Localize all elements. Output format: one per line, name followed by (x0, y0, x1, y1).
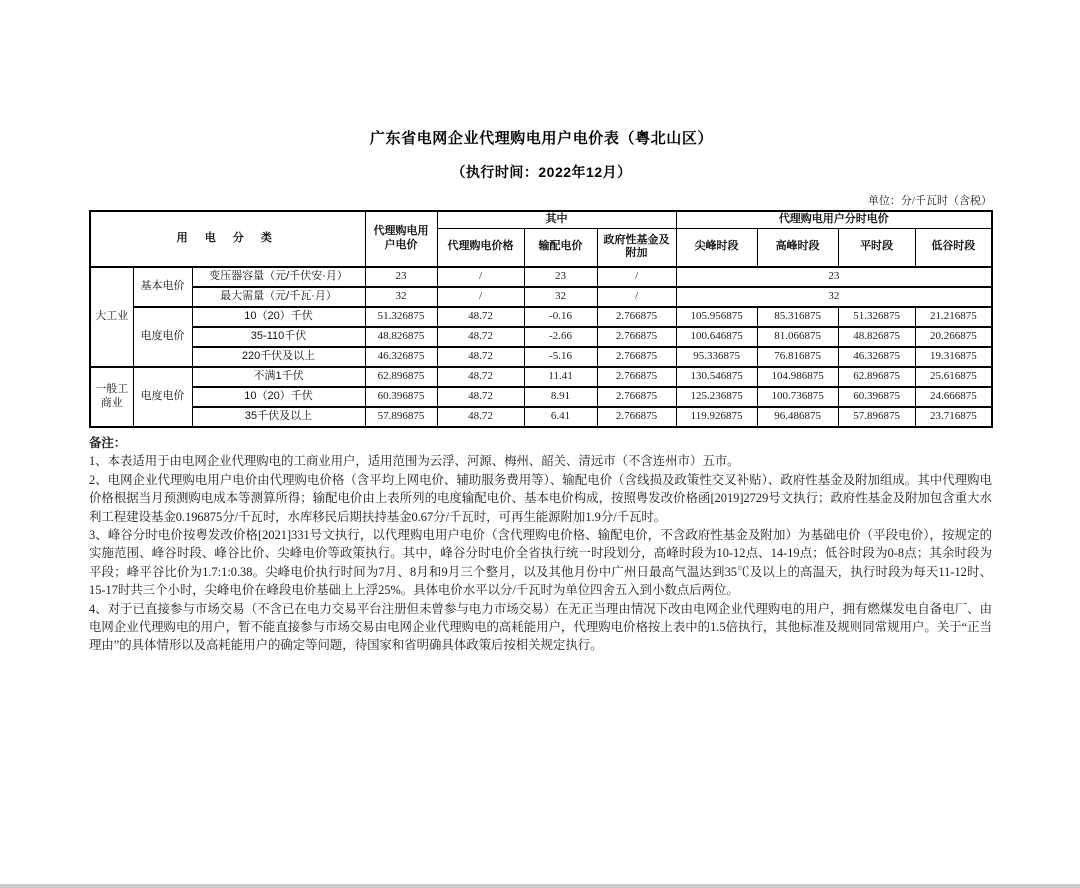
cell-total: 51.326875 (365, 307, 437, 327)
group-energy-price: 电度电价 (133, 307, 192, 367)
header-valley-period: 低谷时段 (915, 228, 992, 267)
row-label: 最大需量（元/千瓦·月） (192, 287, 365, 307)
cell-agent: 48.72 (437, 367, 524, 387)
header-agent-price: 代理购电价格 (437, 228, 524, 267)
cell-trans: 32 (524, 287, 597, 307)
cell-peak: 104.986875 (757, 367, 838, 387)
notes-section (89, 434, 992, 655)
cell-fund: / (597, 267, 676, 287)
cell-peak: 96.486875 (757, 407, 838, 427)
cell-trans: 23 (524, 267, 597, 287)
cell-trans: 6.41 (524, 407, 597, 427)
unit-label: 单位：分/千瓦时（含税） (867, 195, 992, 207)
table-row (90, 267, 992, 287)
cell-flat: 62.896875 (838, 367, 915, 387)
document-page (0, 127, 1080, 888)
cell-trans: 11.41 (524, 367, 597, 387)
cell-sharp: 100.646875 (676, 327, 757, 347)
note-item-3: 3、峰谷分时电价按粤发改价格[2021]331号文执行，以代理购电用户电价（含代理购电价格、输配电价，不含政府性基金及附加）为基础电价（平段电价），按规定的实施范围、峰谷时段、峰谷比价、尖峰电价等政策执行。其中，峰谷分时电价全省执行统一时段划分，高峰时段为10-12点、14-19点；低谷时段为0-8点；其余时段为平段；峰平谷比价为1.7:1:0.38。尖峰电价执行时间为7月、8月和9月三个整月，以及其他月份中广州日最高气温达到35℃及以上的高温天，执行时段为每天11-12时、15-17时共三个小时，尖峰电价在峰段电价基础上上浮25%。具体电价水平以分/千瓦时为单位四舍五入到小数点后两位。 (89, 528, 992, 598)
cell-sharp: 105.956875 (676, 307, 757, 327)
header-sharp-period: 尖峰时段 (676, 228, 757, 267)
header-transmission-price: 输配电价 (524, 228, 597, 267)
cell-valley: 19.316875 (915, 347, 992, 367)
table-row (90, 307, 992, 327)
cell-agent: / (437, 267, 524, 287)
cell-tou-merged: 32 (676, 287, 992, 307)
document-content (0, 127, 994, 655)
cell-agent: / (437, 287, 524, 307)
cell-fund: 2.766875 (597, 307, 676, 327)
header-classification: 用 电 分 类 (90, 211, 365, 267)
cell-total: 57.896875 (365, 407, 437, 427)
cell-total: 48.826875 (365, 327, 437, 347)
table-row (90, 387, 992, 407)
header-peak-period: 高峰时段 (757, 228, 838, 267)
table-row (90, 367, 992, 387)
cell-valley: 24.666875 (915, 387, 992, 407)
notes-label: 备注： (89, 436, 127, 450)
cell-peak: 85.316875 (757, 307, 838, 327)
cell-flat: 60.396875 (838, 387, 915, 407)
cell-flat: 46.326875 (838, 347, 915, 367)
table-row (90, 287, 992, 307)
cell-tou-merged: 23 (676, 267, 992, 287)
cell-fund: 2.766875 (597, 387, 676, 407)
header-gov-fund: 政府性基金及附加 (597, 228, 676, 267)
cell-total: 23 (365, 267, 437, 287)
cell-agent: 48.72 (437, 347, 524, 367)
cell-peak: 100.736875 (757, 387, 838, 407)
header-among: 其中 (437, 211, 676, 228)
row-label: 35千伏及以上 (192, 407, 365, 427)
cell-trans: 8.91 (524, 387, 597, 407)
cell-peak: 81.066875 (757, 327, 838, 347)
cell-flat: 48.826875 (838, 327, 915, 347)
cell-valley: 23.716875 (915, 407, 992, 427)
cell-trans: -2.66 (524, 327, 597, 347)
cell-total: 32 (365, 287, 437, 307)
note-item-1: 1、本表适用于由电网企业代理购电的工商业用户，适用范围为云浮、河源、梅州、韶关、清远市（不含连州市）五市。 (89, 454, 740, 469)
cell-fund: 2.766875 (597, 367, 676, 387)
table-row (90, 347, 992, 367)
header-tou-title: 代理购电用户分时电价 (676, 211, 992, 228)
cell-trans: -0.16 (524, 307, 597, 327)
cell-fund: 2.766875 (597, 407, 676, 427)
cell-agent: 48.72 (437, 387, 524, 407)
cell-fund: 2.766875 (597, 347, 676, 367)
table-row (90, 407, 992, 427)
price-table (89, 210, 993, 428)
table-row (90, 327, 992, 347)
cell-agent: 48.72 (437, 307, 524, 327)
row-label: 不满1千伏 (192, 367, 365, 387)
group-basic-price: 基本电价 (133, 267, 192, 307)
row-label: 10（20）千伏 (192, 387, 365, 407)
header-flat-period: 平时段 (838, 228, 915, 267)
cell-fund: / (597, 287, 676, 307)
cell-flat: 57.896875 (838, 407, 915, 427)
cell-total: 46.326875 (365, 347, 437, 367)
row-label: 35-110千伏 (192, 327, 365, 347)
page-bottom-edge (0, 884, 1080, 888)
cell-total: 60.396875 (365, 387, 437, 407)
cell-flat: 51.326875 (838, 307, 915, 327)
cell-agent: 48.72 (437, 327, 524, 347)
cell-valley: 25.616875 (915, 367, 992, 387)
cell-trans: -5.16 (524, 347, 597, 367)
cell-total: 62.896875 (365, 367, 437, 387)
row-label: 10（20）千伏 (192, 307, 365, 327)
note-item-4: 4、对于已直接参与市场交易（不含已在电力交易平台注册但未曾参与电力市场交易）在无正当理由情况下改由电网企业代理购电的用户，拥有燃煤发电自备电厂、由电网企业代理购电的用户，暂不能直接参与市场交易由电网企业代理购电的高耗能用户，代理购电价格按上表中的1.5倍执行，其他标准及规则同常规用户。关于“正当理由”的具体情形以及高耗能用户的确定等问题，待国家和省明确具体政策后按相关规定执行。 (89, 601, 992, 653)
cell-fund: 2.766875 (597, 327, 676, 347)
group-energy-price: 电度电价 (133, 367, 192, 427)
note-item-2: 2、电网企业代理购电用户电价由代理购电价格（含平均上网电价、辅助服务费用等）、输配电价（含线损及政策性交叉补贴）、政府性基金及附加组成。其中代理购电价格根据当月预测购电成本等测算所得；输配电价由上表所列的电度输配电价、基本电价构成，按照粤发改价格函[2019]2729号文执行；政府性基金及附加包含重大水利工程建设基金0.196875分/千瓦时，水库移民后期扶持基金0.67分/千瓦时，可再生能源附加1.9分/千瓦时。 (89, 472, 992, 524)
cell-sharp: 95.336875 (676, 347, 757, 367)
row-label: 变压器容量（元/千伏安·月） (192, 267, 365, 287)
header-agent-user-price: 代理购电用户电价 (365, 211, 437, 267)
group-large-industry: 大工业 (90, 267, 133, 367)
page-subtitle: （执行时间：2022年12月） (451, 164, 632, 180)
row-label: 220千伏及以上 (192, 347, 365, 367)
cell-sharp: 119.926875 (676, 407, 757, 427)
cell-agent: 48.72 (437, 407, 524, 427)
page-title: 广东省电网企业代理购电用户电价表（粤北山区） (369, 130, 714, 147)
cell-valley: 20.266875 (915, 327, 992, 347)
cell-peak: 76.816875 (757, 347, 838, 367)
cell-sharp: 130.546875 (676, 367, 757, 387)
cell-valley: 21.216875 (915, 307, 992, 327)
cell-sharp: 125.236875 (676, 387, 757, 407)
group-general-commerce: 一般工商业 (90, 367, 133, 427)
